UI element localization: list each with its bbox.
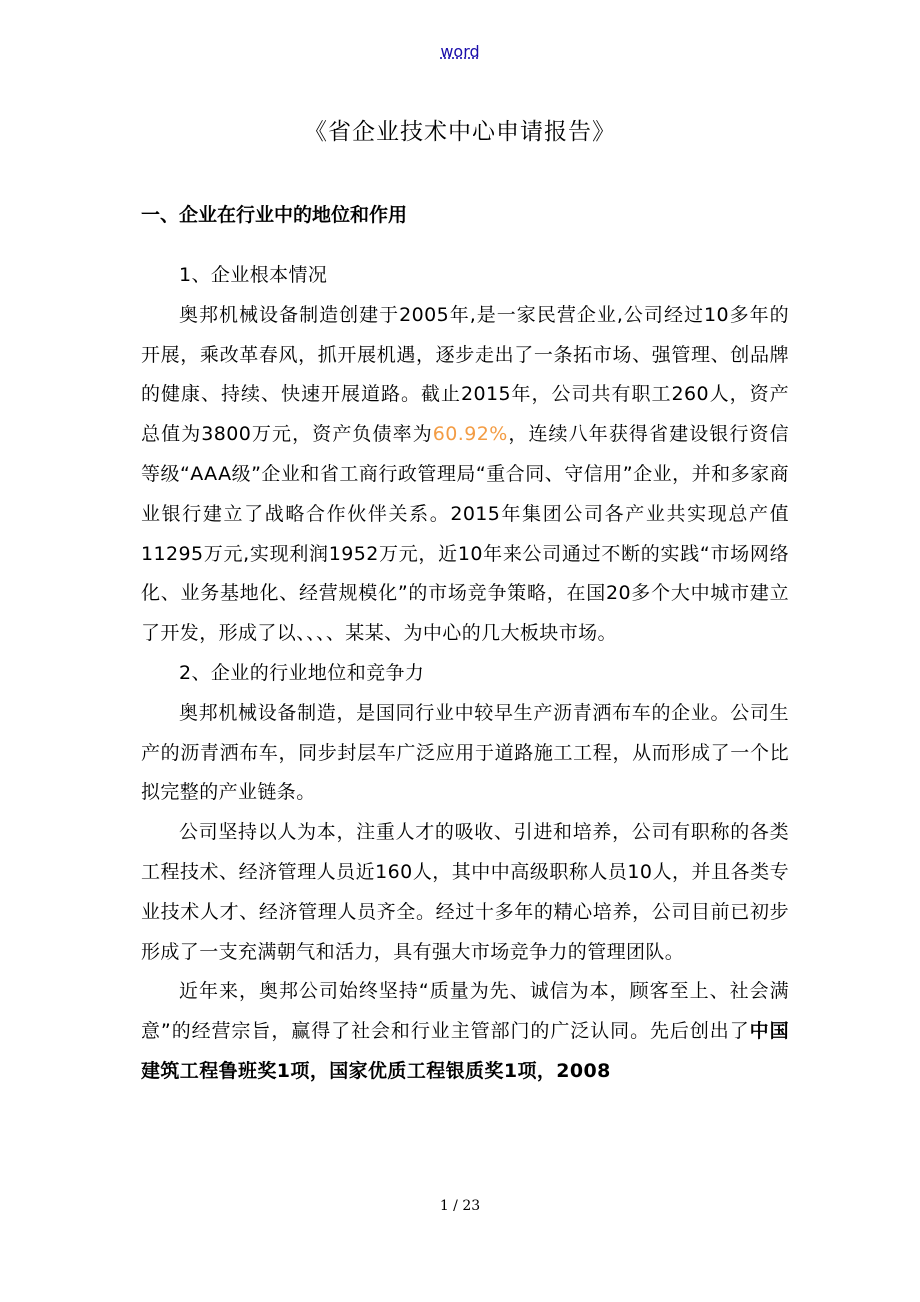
paragraph-text: 近年来，奥邦公司始终坚持“质量为先、诚信为本，顾客至上、社会满意”的经营宗旨，赢得了社会和行业主管部门的广泛认同。先后创出了 (141, 980, 789, 1043)
section-heading: 一、企业在行业中的地位和作用 (141, 204, 408, 226)
document-title: 《省企业技术中心申请报告》 (304, 119, 616, 145)
awards-bold-text: 中国建筑工程鲁班奖1项，国家优质工程银质奖1项，2008 (141, 1020, 789, 1082)
paragraph-text: 奥邦机械设备制造创建于2005年,是一家民营企业,公司经过10多年的开展，乘改革春风，抓开展机遇，逐步走出了一条拓市场、强管理、创品牌的健康、持续、快速开展道路。截止2015年，公司共有职工260人，资产总值为3800万元，资产负债率为 (141, 303, 789, 446)
paragraph-awards (141, 972, 789, 1091)
document-body (141, 256, 789, 1092)
word-link[interactable]: word (440, 42, 480, 61)
paragraph-industry-position: 奥邦机械设备制造，是国同行业中较早生产沥青洒布车的企业。公司生产的沥青洒布车，同步封层车广泛应用于道路施工工程，从而形成了一个比拟完整的产业链条。 (141, 701, 789, 804)
subsection-heading-1: 1、企业根本情况 (179, 264, 328, 286)
paragraph-company-overview (141, 296, 789, 654)
paragraph-talent: 公司坚持以人为本，注重人才的吸收、引进和培养，公司有职称的各类工程技术、经济管理人员近160人，其中中高级职称人员10人，并且各类专业技术人才、经济管理人员齐全。经过十多年的精心培养，公司目前已初步形成了一支充满朝气和活力，具有强大市场竞争力的管理团队。 (141, 821, 789, 963)
debt-ratio-highlight: 60.92% (432, 423, 508, 446)
subsection-heading-2: 2、企业的行业地位和竞争力 (179, 661, 425, 684)
header (0, 40, 920, 64)
page-number: 1 / 23 (439, 1198, 481, 1214)
paragraph-text: ，连续八年获得省建设银行资信等级“AAA级”企业和省工商行政管理局“重合同、守信用”企业，并和多家商业银行建立了战略合作伙伴关系。2015年集团公司各产业共实现总产值11295万元,实现利润1952万元，近10年来公司通过不断的实践“市场网络化、业务基地化、经营规模化”的市场竞争策略，在国20多个大中城市建立了开发，形成了以、、、、某某、为中心的几大板块市场。 (141, 423, 789, 645)
